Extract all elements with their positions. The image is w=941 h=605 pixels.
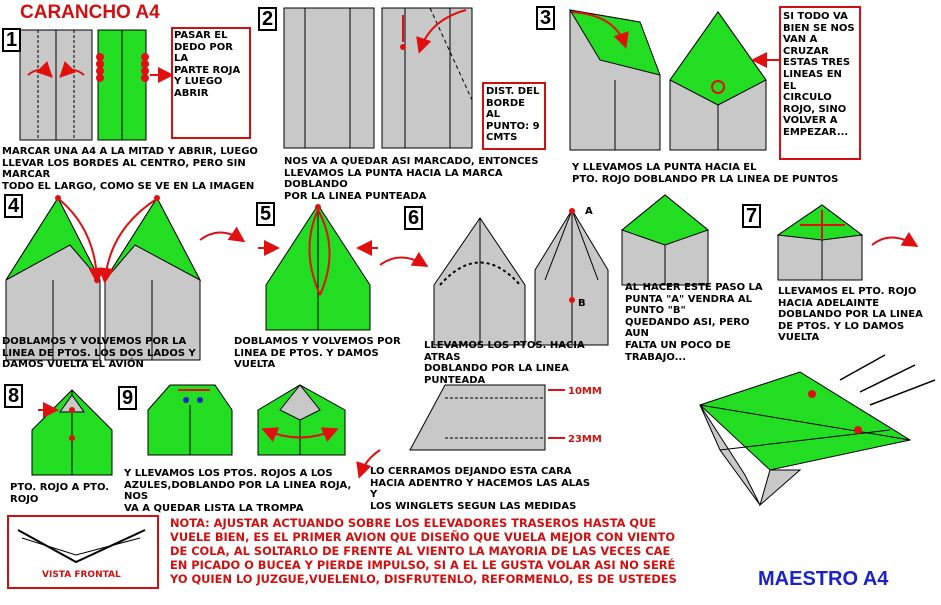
step5-text: DOBLAMOS Y VOLVEMOS POR LINEA DE PTOS. Y DAMOS VUELTA bbox=[234, 336, 401, 371]
page-title: CARANCHO A4 bbox=[20, 2, 160, 23]
step3-text: Y LLEVAMOS LA PUNTA HACIA EL PTO. ROJO DOBLANDO PR LA LINEA DE PUNTOS bbox=[572, 162, 839, 185]
step3-shapes bbox=[570, 10, 766, 150]
step9-shapes bbox=[148, 385, 345, 455]
step-number-9: 9 bbox=[118, 386, 137, 410]
point-b-label: B bbox=[578, 298, 586, 309]
step1-sheet-green bbox=[98, 30, 146, 140]
step8-shape bbox=[32, 390, 112, 475]
step-number-3: 3 bbox=[536, 6, 555, 30]
step-number-8: 8 bbox=[4, 384, 23, 408]
step-number-7: 7 bbox=[742, 204, 761, 228]
note-text: NOTA: AJUSTAR ACTUANDO SOBRE LOS ELEVADORES TRASEROS HASTA QUE VUELE BIEN, ES EL PRIMER AVION QUE DISEÑO QUE VUELA MEJOR CON VIENTO DE COLA, AL SOLTARLO DE FRENTE AL VIENTO LA MAYORIA DE LAS VECES CAE EN PICADO O BUCEA Y PIERDE IMPULSO, SI A EL LE GUSTA VOLAR ASI NO SERÉ YO QUIEN LO JUZGUE,VUELENLO, DISFRUTENLO, REFORMENLO, ES DE USTEDES bbox=[170, 516, 677, 586]
measure-23mm: 23MM bbox=[568, 434, 602, 445]
maestro-label: MAESTRO A4 bbox=[758, 568, 889, 590]
step8-text: PTO. ROJO A PTO. ROJO bbox=[10, 482, 110, 505]
step-number-4: 4 bbox=[4, 194, 23, 218]
final-plane bbox=[700, 372, 910, 505]
point-a-label: A bbox=[585, 206, 593, 217]
step6-text: LLEVAMOS LOS PTOS. HACIA ATRAS DOBLANDO POR LA LINEA PUNTEADA bbox=[424, 340, 585, 386]
frontal-view-label: VISTA FRONTAL bbox=[42, 570, 121, 580]
measure-10mm: 10MM bbox=[568, 386, 602, 397]
step3-check-text: SI TODO VA BIEN SE NOS VAN A CRUZAR ESTAS TRES LINEAS EN EL CIRCULO ROJO, SINO VOLVER A EMPEZAR... bbox=[783, 11, 855, 138]
step10-text: LO CERRAMOS DEJANDO ESTA CARA HACIA ADENTRO Y HACEMOS LAS ALAS Y LOS WINGLETS SEGUN LAS MEDIDAS bbox=[370, 466, 591, 512]
step7-shape bbox=[778, 205, 862, 280]
step6-result-text: AL HACER ESTE PASO LA PUNTA "A" VENDRA AL PUNTO "B" QUEDANDO ASI, PERO AUN FALTA UN POCO DE TRABAJO... bbox=[625, 282, 763, 363]
step7-text: LLEVAMOS EL PTO. ROJO HACIA ADELAINTE DOBLANDO POR LA LINEA DE PTOS. Y LO DAMOS VUELTA bbox=[778, 286, 923, 344]
step1-sheet-gray bbox=[20, 30, 92, 140]
step5-shape bbox=[266, 205, 370, 330]
step-number-5: 5 bbox=[256, 202, 275, 226]
step2-sheets bbox=[284, 8, 472, 148]
step2-distance-text: DIST. DEL BORDE AL PUNTO: 9 CMTS bbox=[486, 86, 540, 144]
step1-text: MARCAR UNA A4 A LA MITAD Y ABRIR, LUEGO LLEVAR LOS BORDES AL CENTRO, PERO SIN MARCAR TODO EL LARGO, COMO SE VE EN LA IMAGEN bbox=[2, 146, 258, 192]
step-number-2: 2 bbox=[258, 7, 277, 31]
step9-text: Y LLEVAMOS LOS PTOS. ROJOS A LOS AZULES,DOBLANDO POR LA LINEA ROJA, NOS VA A QUEDAR LISTA LA TROMPA bbox=[124, 468, 352, 514]
step10-plane-side bbox=[410, 385, 545, 450]
step-number-1: 1 bbox=[2, 28, 21, 52]
step2-text: NOS VA A QUEDAR ASI MARCADO, ENTONCES LLEVAMOS LA PUNTA HACIA LA MARCA DOBLANDO POR LA LINEA PUNTEADA bbox=[284, 156, 539, 202]
step1-tip-text: PASAR EL DEDO POR LA PARTE ROJA Y LUEGO ABRIR bbox=[174, 30, 241, 99]
step-number-6: 6 bbox=[404, 206, 423, 230]
step4-text: DOBLAMOS Y VOLVEMOS POR LA LINEA DE PTOS. LOS DOS LADOS Y DAMOS VUELTA EL AVIÓN bbox=[2, 336, 196, 371]
